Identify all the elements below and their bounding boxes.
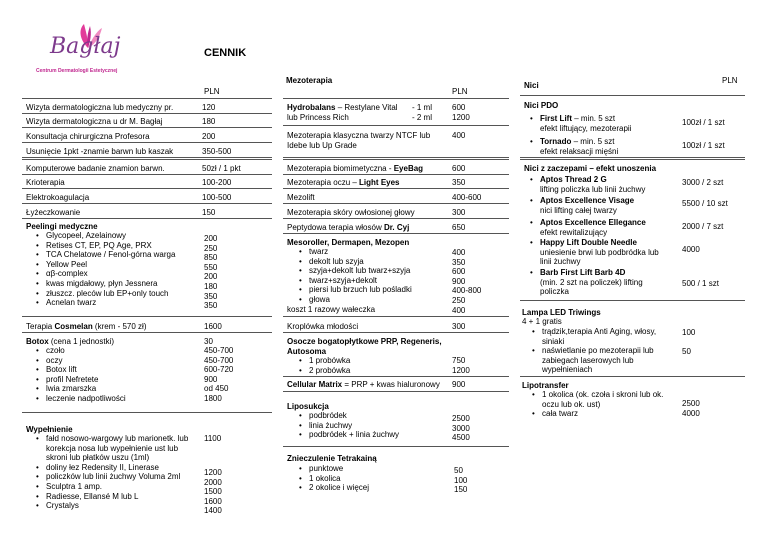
thread-item: • Aptos Excellence Ellegance efekt rewitalizujący	[530, 218, 646, 237]
list-item: • cała twarz	[530, 409, 670, 419]
list-item: • złuszcz. pleców lub EP+only touch	[34, 289, 175, 299]
list-item: • lwia zmarszka	[34, 384, 126, 394]
thread-price: 4000	[682, 245, 700, 254]
row-label: Krioterapia	[26, 178, 65, 187]
row-price: 50zł / 1 pkt	[202, 164, 241, 173]
row-label: Mezolift	[287, 193, 315, 202]
wypelnienie-list	[34, 434, 196, 511]
list-item: • twarz+szyja+dekolt	[297, 276, 412, 286]
brand-subtitle: Centrum Dermatologii Estetycznej	[36, 68, 118, 74]
row-price: 200	[202, 132, 216, 141]
thread-price: 5500 / 10 szt	[682, 199, 728, 208]
thread-price: 3000 / 2 szt	[682, 178, 724, 187]
botox-prices: 450-700 450-700 600-720 900 od 450 1800	[204, 346, 234, 403]
wypelnienie-title: Wypełnienie	[26, 425, 73, 434]
list-item: • Crystalys	[34, 501, 196, 511]
list-item: • 2 probówka	[297, 366, 350, 376]
liposukcja-list	[297, 411, 399, 440]
thread-item: • Aptos Thread 2 G lifting policzka lub linii żuchwy	[530, 175, 646, 194]
botox-title: Botox (cena 1 jednostki)	[26, 337, 115, 346]
row-label: Komputerowe badanie znamion barwn.	[26, 164, 165, 173]
list-item: • 1 okolica (ok. czoła i skroni lub ok. oczu lub ok. ust)	[530, 390, 670, 409]
list-item: • Botox lift	[34, 365, 126, 375]
list-item: • podbródek + linia żuchwy	[297, 430, 399, 440]
lipotransfer-title: Lipotransfer	[522, 381, 569, 390]
list-item: • fałd nosowo-wargowy lub marionetk. lub korekcja nosa lub wypełnienie ust lub skroni lub płatków uszu (1ml)	[34, 434, 196, 463]
peelings-title: Peelingi medyczne	[26, 222, 98, 231]
list-item: • linia żuchwy	[297, 421, 399, 431]
row-price: 1100	[204, 434, 222, 443]
thread-item: • Happy Lift Double Needle uniesienie brwi lub podbródka lub linii żuchwy	[530, 238, 659, 267]
peelings-list	[34, 231, 175, 308]
lampa-title: Lampa LED Triwings	[522, 308, 601, 317]
list-item: • 2 okolice i więcej	[297, 483, 369, 493]
row-price: 350	[452, 178, 466, 187]
eyebag-row: Mezoterapia biomimetyczna - EyeBag	[287, 164, 424, 173]
nici-title: Nici	[524, 81, 539, 90]
row-price: 100-200	[202, 178, 232, 187]
row-price: 400	[452, 131, 466, 140]
row-price: 150	[202, 208, 216, 217]
mesoroller-footer: koszt 1 razowy wałeczka	[287, 305, 376, 314]
hydro-sizes: - 1 ml - 2 ml	[412, 103, 432, 122]
cosmelan-row: Terapia Cosmelan (krem - 570 zł)	[26, 322, 147, 331]
mesoroller-prices: 400 350 600 900 400-800 250 400	[452, 248, 482, 315]
list-item: • czoło	[34, 346, 126, 356]
list-item: • Yellow Peel	[34, 260, 175, 270]
list-item: • leczenie nadpotliwości	[34, 394, 126, 404]
liposukcja-title: Liposukcja	[287, 402, 329, 411]
thread-price: 2000 / 7 szt	[682, 222, 724, 231]
list-item: • Acnelan twarz	[34, 298, 175, 308]
pdo-title: Nici PDO	[524, 101, 559, 110]
pdo-price: 100zł / 1 szt	[682, 118, 725, 127]
list-item: • trądzik,terapia Anti Aging, włosy, siniaki	[530, 327, 670, 346]
row-price: 100-500	[202, 193, 232, 202]
row-label: Wizyta dermatologiczna u dr M. Bagłaj	[26, 117, 163, 126]
row-price: 400-600	[452, 193, 482, 202]
row-price: 120	[202, 103, 216, 112]
row-price: 1600	[204, 322, 222, 331]
list-item: • 1 okolica	[297, 474, 369, 484]
brand-name: Bagłaj	[50, 34, 121, 59]
lampa-list	[530, 327, 670, 375]
col1-currency: PLN	[204, 87, 220, 96]
row-label: Łyżeczkowanie	[26, 208, 81, 217]
list-item: • podbródek	[297, 411, 399, 421]
row-price: 300	[452, 322, 466, 331]
list-item: • profil Nefretete	[34, 375, 126, 385]
row-label: Konsultacja chirurgiczna Profesora	[26, 132, 150, 141]
mesoroller-title: Mesoroller, Dermapen, Mezopen	[287, 238, 410, 247]
lampa-sub: 4 + 1 gratis	[522, 317, 562, 326]
lampa-price: 50	[682, 347, 691, 356]
tetrakaina-title: Znieczulenie Tetrakainą	[287, 454, 377, 463]
list-item: • twarz	[297, 247, 412, 257]
light-eyes-row: Mezoterapia oczu – Light Eyes	[287, 178, 400, 187]
row-price: 900	[452, 380, 466, 389]
lipotransfer-list	[530, 390, 670, 419]
list-item: • policzków lub linii żuchwy Voluma 2ml	[34, 472, 196, 482]
row-price: 650	[452, 223, 466, 232]
row-label: Mezoterapia skóry owłosionej głowy	[287, 208, 415, 217]
osocze-title: Osocze bogatopłytkowe PRP, Regeneris, Autosoma	[287, 337, 442, 356]
row-label: Wizyta dermatologiczna lub medyczny pr.	[26, 103, 174, 112]
list-item: • szyja+dekolt lub twarz+szyja	[297, 266, 412, 276]
osocze-list	[297, 356, 350, 375]
list-item: • kwas migdałowy, płyn Jessnera	[34, 279, 175, 289]
row-label: Usunięcie 1pkt -znamie barwn lub kaszak	[26, 147, 174, 156]
list-item: • Radiesse, Ellansé M lub L	[34, 492, 196, 502]
botox-price: 30	[204, 337, 213, 346]
hydro-prices: 600 1200	[452, 103, 470, 122]
thread-price: 500 / 1 szt	[682, 279, 719, 288]
list-item: • naświetlanie po mezoterapii lub zabiegach laserowych lub wypełnieniach	[530, 346, 670, 375]
col3-currency: PLN	[722, 76, 738, 85]
pdo-item: • Tornado – min. 5 szt efekt relaksacji mięśni	[530, 137, 619, 156]
cyj-row: Peptydowa terapia włosów Dr. Cyj	[287, 223, 410, 232]
lampa-price: 100	[682, 328, 696, 337]
list-item: • doliny łez Redensity II, Linerase	[34, 463, 196, 473]
list-item: • Glycopeel, Azelainowy	[34, 231, 175, 241]
list-item: • Sculptra 1 amp.	[34, 482, 196, 492]
hydrobalans: Hydrobalans – Restylane Vital lub Princess Rich	[287, 103, 398, 122]
row-price: 600	[452, 164, 466, 173]
pdo-item: • First Lift – min. 5 szt efekt liftujący, mezoterapii	[530, 114, 632, 133]
list-item: • punktowe	[297, 464, 369, 474]
wypelnienie-prices: 1200 2000 1500 1600 1400	[204, 468, 222, 516]
mezoterapia-title: Mezoterapia	[286, 76, 333, 85]
row-label: Elektrokoagulacja	[26, 193, 90, 202]
mesoroller-list	[297, 247, 412, 305]
tetrakaina-list	[297, 464, 369, 493]
row-price: 180	[202, 117, 216, 126]
row-price: 300	[452, 208, 466, 217]
list-item: • oczy	[34, 356, 126, 366]
pdo-price: 100zł / 1 szt	[682, 141, 725, 150]
list-item: • piersi lub brzuch lub pośladki	[297, 285, 412, 295]
page-title: CENNIK	[204, 47, 247, 59]
row-label: Kroplówka młodości	[287, 322, 359, 331]
list-item: • głowa	[297, 295, 412, 305]
cellular-row: Cellular Matrix = PRP + kwas hialuronowy	[287, 380, 440, 389]
botox-list	[34, 346, 126, 404]
liposukcja-prices: 2500 3000 4500	[452, 414, 470, 443]
list-item: • αβ-complex	[34, 269, 175, 279]
thread-item: • Aptos Excellence Visage nici lifting całej twarzy	[530, 196, 635, 215]
zaczepami-title: Nici z zaczepami – efekt unoszenia	[524, 164, 657, 173]
col2-currency: PLN	[452, 87, 468, 96]
row-label: Mezoterapia klasyczna twarzy NTCF lub Idebe lub Up Grade	[287, 131, 431, 150]
list-item: • 1 probówka	[297, 356, 350, 366]
list-item: • Retises CT, EP, PQ Age, PRX	[34, 241, 175, 251]
list-item: • TCA Chelatowe / Fenol-górna warga	[34, 250, 175, 260]
thread-item: • Barb First Lift Barb 4D (min. 2 szt na policzek) lifting policzka	[530, 268, 643, 297]
osocze-prices: 750 1200	[452, 356, 470, 375]
list-item: • dekolt lub szyja	[297, 257, 412, 267]
row-price: 350-500	[202, 147, 232, 156]
tetrakaina-prices: 50 100 150	[454, 466, 468, 495]
lipotransfer-prices: 2500 4000	[682, 399, 700, 418]
peelings-prices: 200 250 850 550 200 180 350 350	[204, 234, 218, 311]
